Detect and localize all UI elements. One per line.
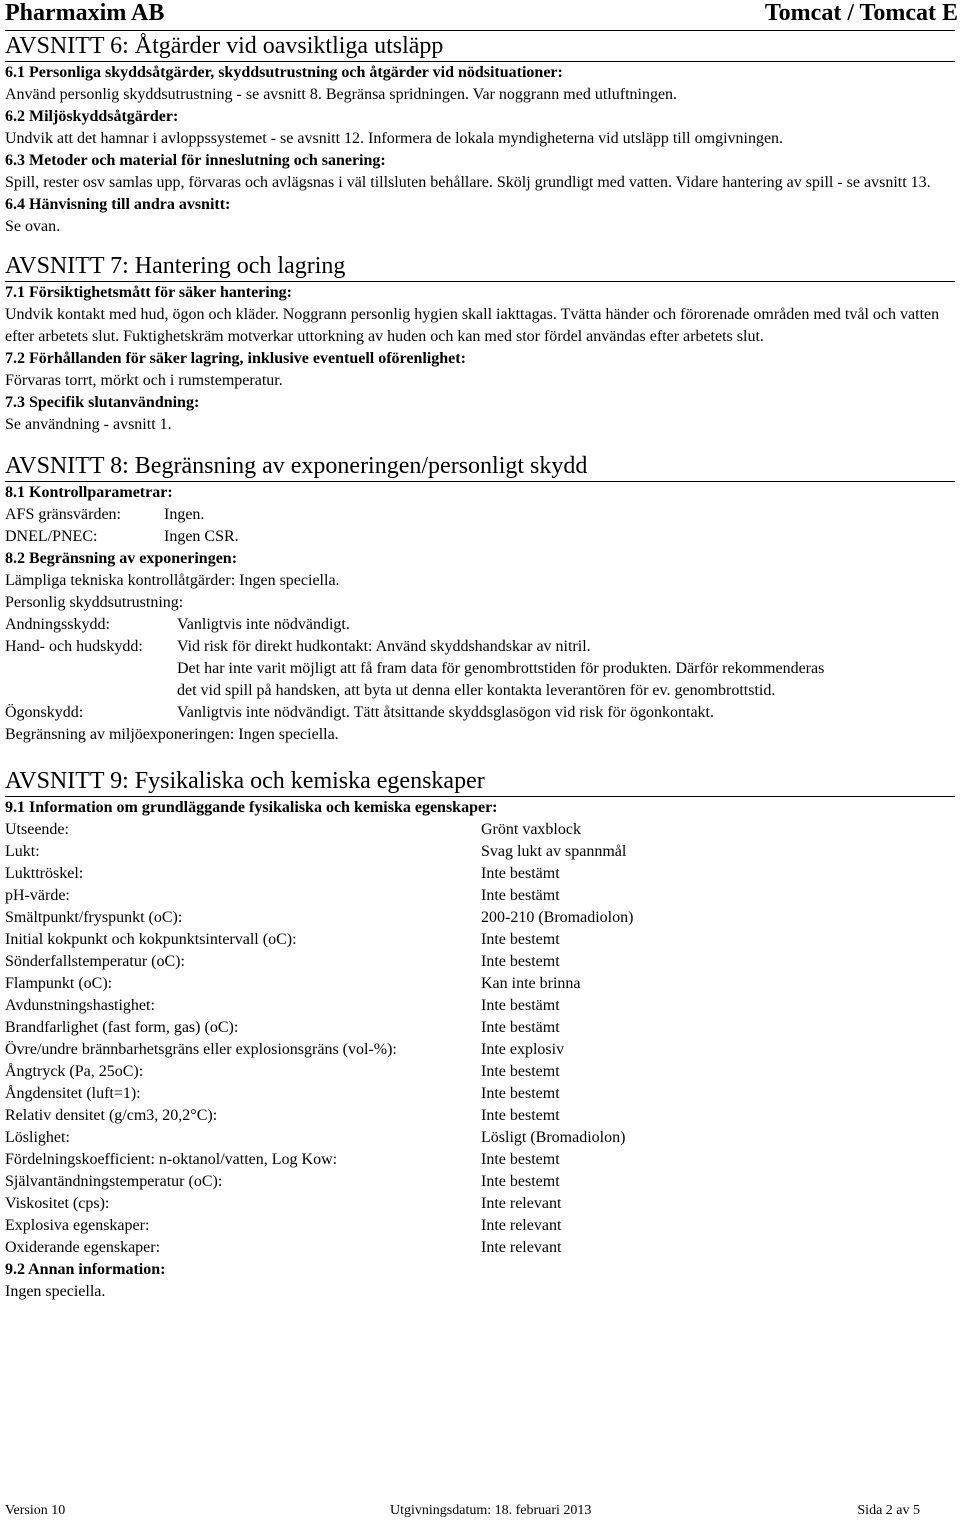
property-row — [5, 1017, 955, 1039]
property-label: Brandfarlighet (fast form, gas) (oC): — [5, 1019, 239, 1036]
property-row — [5, 995, 955, 1017]
section-6-3-heading: 6.3 Metoder och material för inneslutning och sanering: — [5, 152, 386, 169]
property-value: Inte bestämt — [481, 997, 560, 1014]
property-row — [5, 951, 955, 973]
page-header — [5, 0, 958, 31]
property-label: pH-värde: — [5, 887, 70, 904]
property-row — [5, 973, 955, 995]
document-page — [5, 0, 958, 1303]
property-value: Lösligt (Bromadiolon) — [481, 1129, 626, 1146]
property-label: Flampunkt (oC): — [5, 975, 113, 992]
hand-note-2: det vid spill på handsken, att byta ut denna eller kontakta leverantören för ev. genombrottstid. — [177, 682, 776, 699]
section-7-1-text: Undvik kontakt med hud, ögon och kläder. Noggrann personlig hygien skall iakttagas. Tvätta händer och förorenade områden med tvål och vatten efter arbetets slut. Fuktighetskräm motverkar uttorkning av huden och kan med stor fördel användas efter arbetets slut. — [5, 306, 940, 345]
property-label: Sönderfallstemperatur (oC): — [5, 953, 185, 970]
property-row — [5, 1149, 955, 1171]
property-label: Ångdensitet (luft=1): — [5, 1085, 141, 1102]
property-row — [5, 1083, 955, 1105]
property-value: Inte relevant — [481, 1217, 562, 1234]
property-label: Självantändningstemperatur (oC): — [5, 1173, 223, 1190]
afs-value: Ingen. — [164, 506, 205, 523]
property-label: Avdunstningshastighet: — [5, 997, 155, 1014]
property-row — [5, 885, 955, 907]
section-8-1-heading: 8.1 Kontrollparametrar: — [5, 484, 173, 501]
issue-date: Utgivningsdatum: 18. februari 2013 — [390, 1503, 592, 1518]
afs-label: AFS gränsvärden: — [5, 506, 121, 523]
page-footer — [5, 1502, 920, 1520]
property-value: Inte relevant — [481, 1195, 562, 1212]
property-value: Inte bestämt — [481, 1019, 560, 1036]
property-value: Inte bestämt — [481, 887, 560, 904]
property-value: Kan inte brinna — [481, 975, 581, 992]
property-row — [5, 863, 955, 885]
dnel-label: DNEL/PNEC: — [5, 528, 98, 545]
property-label: Relativ densitet (g/cm3, 20,2°C): — [5, 1107, 218, 1124]
property-value: Inte bestämt — [481, 865, 560, 882]
section-6-3-text: Spill, rester osv samlas upp, förvaras och avlägsnas i väl tillsluten behållare. Skölj grundligt med vatten. Vidare hantering av spill - se avsnitt 13. — [5, 174, 931, 191]
technical-controls: Lämpliga tekniska kontrollåtgärder: Ingen speciella. — [5, 572, 340, 589]
property-value: 200-210 (Bromadiolon) — [481, 909, 634, 926]
property-label: Smältpunkt/fryspunkt (oC): — [5, 909, 183, 926]
section-9-2-text: Ingen speciella. — [5, 1283, 106, 1300]
section-6-title: AVSNITT 6: Åtgärder vid oavsiktliga utsläpp — [5, 31, 955, 62]
property-row — [5, 907, 955, 929]
hand-row — [5, 636, 955, 658]
product-name: Tomcat / Tomcat E — [764, 0, 958, 26]
property-row — [5, 1193, 955, 1215]
property-row — [5, 1127, 955, 1149]
eye-label: Ögonskydd: — [5, 704, 84, 721]
property-row — [5, 1215, 955, 1237]
property-value: Inte explosiv — [481, 1041, 565, 1058]
property-label: Ångtryck (Pa, 25oC): — [5, 1063, 144, 1080]
property-value: Inte bestemt — [481, 1085, 560, 1102]
property-label: Lukttröskel: — [5, 865, 84, 882]
hand-value: Vid risk för direkt hudkontakt: Använd skyddshandskar av nitril. — [177, 638, 591, 655]
environmental-exposure: Begränsning av miljöexponeringen: Ingen speciella. — [5, 726, 339, 743]
property-value: Inte relevant — [481, 1239, 562, 1256]
property-row — [5, 1105, 955, 1127]
property-value: Inte bestemt — [481, 1107, 560, 1124]
property-row — [5, 1237, 955, 1259]
section-6-2-text: Undvik att det hamnar i avloppssystemet - se avsnitt 12. Informera de lokala myndigheterna vid utsläpp till omgivningen. — [5, 130, 784, 147]
eye-value: Vanligtvis inte nödvändigt. Tätt åtsittande skyddsglasögon vid risk för ögonkontakt. — [177, 704, 714, 721]
property-row — [5, 1039, 955, 1061]
property-row — [5, 929, 955, 951]
section-9-title: AVSNITT 9: Fysikaliska och kemiska egenskaper — [5, 766, 955, 797]
dnel-row — [5, 526, 955, 548]
property-label: Fördelningskoefficient: n-oktanol/vatten, Log Kow: — [5, 1151, 338, 1168]
property-label: Viskositet (cps): — [5, 1195, 110, 1212]
property-label: Initial kokpunkt och kokpunktsintervall (oC): — [5, 931, 297, 948]
company-name: Pharmaxim AB — [5, 0, 165, 26]
section-6-1-text: Använd personlig skyddsutrustning - se avsnitt 8. Begränsa spridningen. Var noggrann med utluftningen. — [5, 86, 678, 103]
section-7-3-heading: 7.3 Specifik slutanvändning: — [5, 394, 200, 411]
property-label: Övre/undre brännbarhetsgräns eller explosionsgräns (vol-%): — [5, 1041, 397, 1058]
page-number: Sida 2 av 5 — [857, 1503, 920, 1518]
dnel-value: Ingen CSR. — [164, 528, 239, 545]
respiratory-row — [5, 614, 955, 636]
property-label: Lukt: — [5, 843, 40, 860]
property-row — [5, 1171, 955, 1193]
section-7-2-heading: 7.2 Förhållanden för säker lagring, inklusive eventuell oförenlighet: — [5, 350, 466, 367]
property-label: Utseende: — [5, 821, 69, 838]
property-label: Löslighet: — [5, 1129, 70, 1146]
section-6-4-heading: 6.4 Hänvisning till andra avsnitt: — [5, 196, 231, 213]
eye-row — [5, 702, 955, 724]
respiratory-label: Andningsskydd: — [5, 616, 110, 633]
section-6-2-heading: 6.2 Miljöskyddsåtgärder: — [5, 108, 179, 125]
property-value: Grönt vaxblock — [481, 821, 581, 838]
section-8-2-heading: 8.2 Begränsning av exponeringen: — [5, 550, 238, 567]
afs-row — [5, 504, 955, 526]
hand-label: Hand- och hudskydd: — [5, 638, 143, 655]
properties-table — [5, 819, 955, 1259]
property-value: Inte bestemt — [481, 1151, 560, 1168]
hand-note-1: Det har inte varit möjligt att få fram data för genombrottstiden för produkten. Därför rekommenderas — [177, 660, 825, 677]
section-7-2-text: Förvaras torrt, mörkt och i rumstemperatur. — [5, 372, 283, 389]
property-label: Oxiderande egenskaper: — [5, 1239, 161, 1256]
property-label: Explosiva egenskaper: — [5, 1217, 150, 1234]
section-7-3-text: Se användning - avsnitt 1. — [5, 416, 172, 433]
property-row — [5, 1061, 955, 1083]
section-8-title: AVSNITT 8: Begränsning av exponeringen/personligt skydd — [5, 451, 955, 482]
property-row — [5, 819, 955, 841]
property-value: Inte bestemt — [481, 1063, 560, 1080]
section-9-2-heading: 9.2 Annan information: — [5, 1261, 166, 1278]
section-6-4-text: Se ovan. — [5, 218, 61, 235]
property-value: Inte bestemt — [481, 931, 560, 948]
section-7-title: AVSNITT 7: Hantering och lagring — [5, 251, 955, 282]
respiratory-value: Vanligtvis inte nödvändigt. — [177, 616, 350, 633]
ppe-heading: Personlig skyddsutrustning: — [5, 594, 184, 611]
section-6-1-heading: 6.1 Personliga skyddsåtgärder, skyddsutrustning och åtgärder vid nödsituationer: — [5, 64, 563, 81]
property-value: Inte bestemt — [481, 953, 560, 970]
section-9-1-heading: 9.1 Information om grundläggande fysikaliska och kemiska egenskaper: — [5, 799, 498, 816]
property-value: Inte bestemt — [481, 1173, 560, 1190]
version-label: Version 10 — [5, 1503, 66, 1518]
section-7-1-heading: 7.1 Försiktighetsmått för säker hantering: — [5, 284, 292, 301]
property-row — [5, 841, 955, 863]
property-value: Svag lukt av spannmål — [481, 843, 627, 860]
